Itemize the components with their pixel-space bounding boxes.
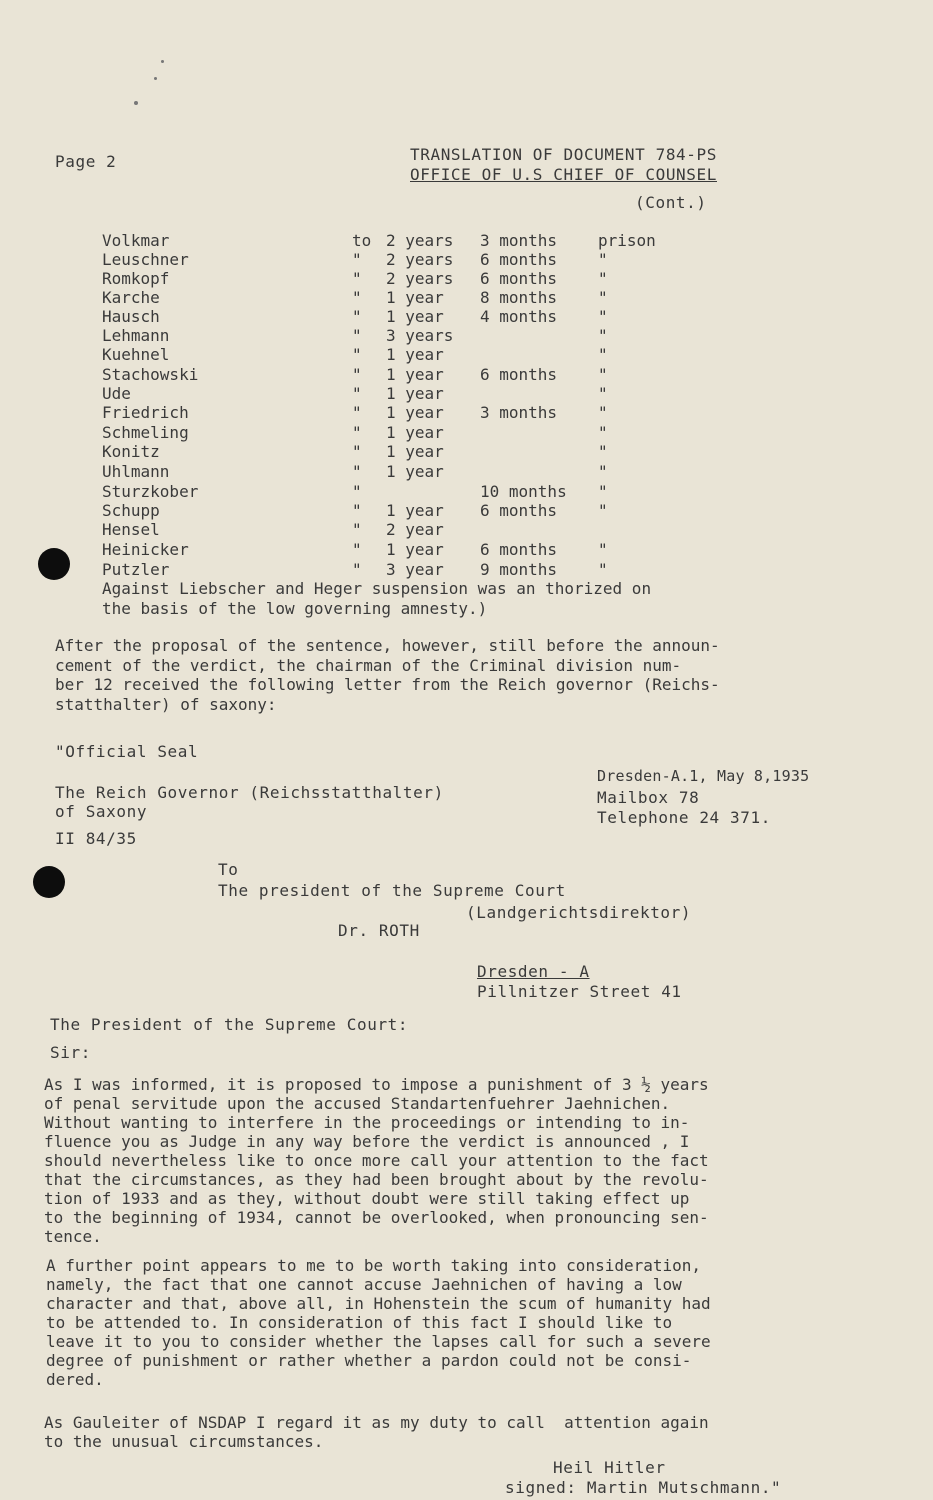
sentence-to: " bbox=[352, 326, 362, 345]
sender-address-line2: Mailbox 78 bbox=[597, 788, 700, 807]
sentence-years: 1 year bbox=[386, 365, 444, 384]
sentence-to: " bbox=[352, 288, 362, 307]
defendant-name: Volkmar bbox=[102, 231, 170, 250]
sentence-place: " bbox=[598, 560, 608, 579]
letter-reference: II 84/35 bbox=[55, 829, 137, 848]
sentence-years: 3 year bbox=[386, 560, 444, 579]
sentence-years: 1 year bbox=[386, 288, 444, 307]
recipient-title-german: (Landgerichtsdirektor) bbox=[466, 903, 692, 922]
defendant-name: Konitz bbox=[102, 442, 160, 461]
sentence-to: " bbox=[352, 269, 362, 288]
recipient-street: Pillnitzer Street 41 bbox=[477, 982, 682, 1001]
recipient-title: The president of the Supreme Court bbox=[218, 881, 566, 900]
sentence-place: " bbox=[598, 288, 608, 307]
sentence-months: 6 months bbox=[480, 501, 558, 520]
defendant-name: Karche bbox=[102, 288, 160, 307]
closing-salutation: Heil Hitler bbox=[553, 1458, 666, 1477]
sentence-years: 1 year bbox=[386, 403, 444, 422]
sentence-months: 3 months bbox=[480, 403, 558, 422]
sentence-place: " bbox=[598, 501, 608, 520]
defendant-name: Hausch bbox=[102, 307, 160, 326]
sentence-place: " bbox=[598, 482, 608, 501]
letter-paragraph-3: As Gauleiter of NSDAP I regard it as my duty to call attention again to the unusual circumstances. bbox=[44, 1413, 709, 1451]
sentence-to: to bbox=[352, 231, 372, 250]
continued-label: (Cont.) bbox=[635, 193, 707, 212]
sentence-years: 2 years bbox=[386, 231, 454, 250]
sentence-years: 2 year bbox=[386, 520, 444, 539]
sentence-place: " bbox=[598, 540, 608, 559]
sentence-years: 1 year bbox=[386, 307, 444, 326]
sentence-months: 6 months bbox=[480, 250, 558, 269]
letter-paragraph-1: As I was informed, it is proposed to impose a punishment of 3 ½ years of penal servitude upon the accused Standartenfuehrer Jaehnichen. Without wanting to interfere in the proceedings or intending to in- fluence you as Judge in any way before the verdict is announced , I should nevertheless like to once more call your attention to the fact that the circumstances, as they had been brought about by the revolu- tion of 1933 and as they, without doubt were still taking effect up to the beginning of 1934, cannot be overlooked, when pronouncing sen- tence. bbox=[44, 1075, 709, 1246]
sentence-to: " bbox=[352, 423, 362, 442]
sentence-place: " bbox=[598, 307, 608, 326]
defendant-name: Friedrich bbox=[102, 403, 189, 422]
sentence-months: 6 months bbox=[480, 365, 558, 384]
sender-region: of Saxony bbox=[55, 802, 148, 821]
doc-title: TRANSLATION OF DOCUMENT 784-PS bbox=[410, 145, 717, 164]
defendant-name: Hensel bbox=[102, 520, 160, 539]
letter-paragraph-2: A further point appears to me to be worth taking into consideration, namely, the fact that one cannot accuse Jaehnichen of having a low character and that, above all, in Hohenstein the scum of humanity had to be attended to. In consideration of this fact I should like to leave it to you to consider whether the lapses call for such a severe degree of punishment or rather whether a pardon could not be consi- dered. bbox=[46, 1256, 711, 1389]
sentence-to: " bbox=[352, 442, 362, 461]
defendant-name: Leuschner bbox=[102, 250, 189, 269]
stray-mark bbox=[161, 60, 164, 63]
sentence-years: 1 year bbox=[386, 442, 444, 461]
sentence-place: " bbox=[598, 326, 608, 345]
recipient-name: Dr. ROTH bbox=[338, 921, 420, 940]
defendant-name: Heinicker bbox=[102, 540, 189, 559]
defendant-name: Stachowski bbox=[102, 365, 199, 384]
sentence-months: 9 months bbox=[480, 560, 558, 579]
sentence-place: " bbox=[598, 462, 608, 481]
intro-paragraph: After the proposal of the sentence, however, still before the announ- cement of the verdict, the chairman of the Criminal division num- ber 12 received the following letter from the Reich governor (Reichs- statthalter) of saxony: bbox=[55, 636, 720, 714]
stray-mark bbox=[134, 101, 138, 105]
sender-address-line1: Dresden-A.1, May 8,1935 bbox=[597, 767, 810, 785]
sentence-months: 4 months bbox=[480, 307, 558, 326]
sentence-to: " bbox=[352, 560, 362, 579]
sentence-years: 2 years bbox=[386, 269, 454, 288]
sender-name: The Reich Governor (Reichsstatthalter) bbox=[55, 783, 444, 802]
defendant-name: Uhlmann bbox=[102, 462, 170, 481]
punch-hole bbox=[38, 548, 70, 580]
doc-office: OFFICE OF U.S CHIEF OF COUNSEL bbox=[410, 165, 717, 184]
sentence-place: " bbox=[598, 269, 608, 288]
sentence-place: " bbox=[598, 250, 608, 269]
defendant-name: Sturzkober bbox=[102, 482, 199, 501]
sentence-to: " bbox=[352, 501, 362, 520]
sentence-years: 1 year bbox=[386, 345, 444, 364]
sender-address-line3: Telephone 24 371. bbox=[597, 808, 771, 827]
sentence-to: " bbox=[352, 307, 362, 326]
sentence-place: " bbox=[598, 345, 608, 364]
sentence-to: " bbox=[352, 403, 362, 422]
page-number: Page 2 bbox=[55, 152, 117, 171]
sentence-place: " bbox=[598, 423, 608, 442]
salutation: Sir: bbox=[50, 1043, 91, 1062]
sentence-to: " bbox=[352, 250, 362, 269]
sentence-years: 1 year bbox=[386, 384, 444, 403]
sentence-years: 1 year bbox=[386, 462, 444, 481]
to-label: To bbox=[218, 860, 239, 879]
sentence-to: " bbox=[352, 462, 362, 481]
sentence-years: 1 year bbox=[386, 501, 444, 520]
official-seal: "Official Seal bbox=[55, 742, 199, 761]
defendant-name: Schmeling bbox=[102, 423, 189, 442]
sentence-to: " bbox=[352, 384, 362, 403]
sentence-months: 6 months bbox=[480, 269, 558, 288]
sentence-place: " bbox=[598, 365, 608, 384]
signature: signed: Martin Mutschmann." bbox=[505, 1478, 782, 1497]
sentence-place: " bbox=[598, 403, 608, 422]
sentence-to: " bbox=[352, 345, 362, 364]
sentence-place: prison bbox=[598, 231, 656, 250]
sentence-months: 3 months bbox=[480, 231, 558, 250]
sentence-years: 3 years bbox=[386, 326, 454, 345]
sentence-years: 2 years bbox=[386, 250, 454, 269]
sentence-to: " bbox=[352, 520, 362, 539]
punch-hole bbox=[33, 866, 65, 898]
sentence-place: " bbox=[598, 384, 608, 403]
sentence-years: 1 year bbox=[386, 423, 444, 442]
salutation-heading: The President of the Supreme Court: bbox=[50, 1015, 409, 1034]
stray-mark bbox=[154, 77, 157, 80]
sentence-years: 1 year bbox=[386, 540, 444, 559]
defendant-name: Putzler bbox=[102, 560, 170, 579]
sentence-months: 6 months bbox=[480, 540, 558, 559]
recipient-city: Dresden - A bbox=[477, 962, 590, 981]
defendant-name: Schupp bbox=[102, 501, 160, 520]
sentence-to: " bbox=[352, 482, 362, 501]
sentence-to: " bbox=[352, 540, 362, 559]
defendant-name: Romkopf bbox=[102, 269, 170, 288]
defendant-name: Lehmann bbox=[102, 326, 170, 345]
sentence-months: 8 months bbox=[480, 288, 558, 307]
defendant-name: Kuehnel bbox=[102, 345, 170, 364]
sentence-months: 10 months bbox=[480, 482, 567, 501]
sentence-place: " bbox=[598, 442, 608, 461]
suspension-note: Against Liebscher and Heger suspension was an thorized on the basis of the low governing amnesty.) bbox=[102, 579, 652, 618]
defendant-name: Ude bbox=[102, 384, 131, 403]
sentence-to: " bbox=[352, 365, 362, 384]
